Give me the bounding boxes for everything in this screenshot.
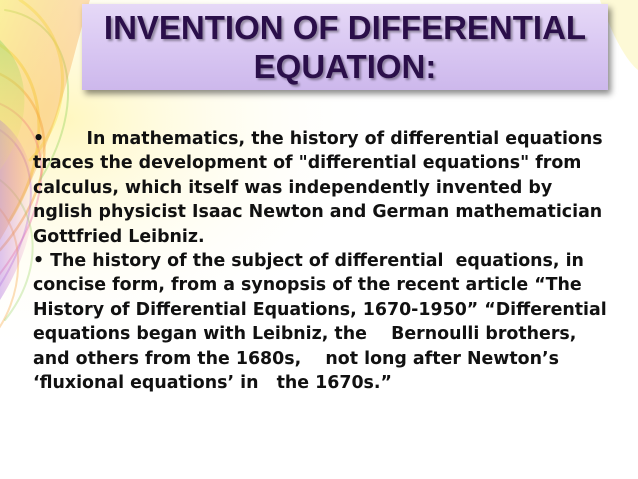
body-line: • In mathematics, the history of differential equations — [33, 129, 603, 149]
body-line: nglish physicist Isaac Newton and German mathematician — [33, 202, 603, 223]
slide-title — [82, 4, 608, 86]
title-line-1: INVENTION OF DIFFERENTIAL — [103, 9, 587, 46]
body-line: equations began with Leibniz, the Bernoulli brothers, — [33, 324, 577, 345]
title-box — [82, 4, 608, 90]
body-line: History of Differential Equations, 1670-1950” “Differential — [33, 299, 607, 320]
body-text — [33, 127, 633, 395]
body-line: concise form, from a synopsis of the recent article “The — [33, 275, 582, 296]
body-line: and others from the 1680s, not long after Newton’s — [33, 348, 559, 369]
body-line: calculus, which itself was independently invented by — [33, 177, 553, 198]
title-line-2: EQUATION: — [253, 48, 437, 85]
body-line: • The history of the subject of differential equations, in — [33, 251, 584, 272]
body-line: Gottfried Leibniz. — [33, 226, 205, 247]
body-line: ‘fluxional equations’ in the 1670s.” — [33, 373, 392, 394]
body-line: traces the development of "differential equations" from — [33, 153, 582, 174]
